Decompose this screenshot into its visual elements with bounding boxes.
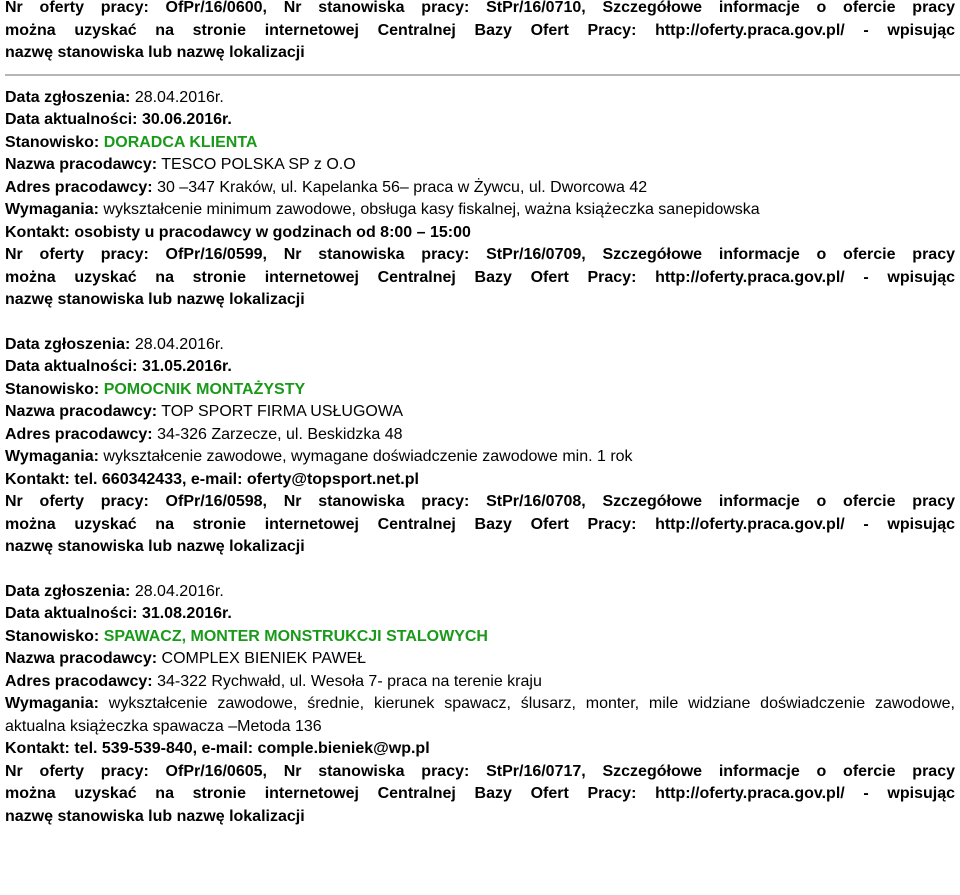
kontakt-value: tel. 539-539-840, e-mail: comple.bieniek@wp.pl [74,740,430,757]
nazwa-pracodawcy-value: TOP SPORT FIRMA USŁUGOWA [161,403,404,420]
adres-pracodawcy-row [5,424,955,447]
offer-header-0599 [5,244,955,312]
offer-header-line: można uzyskać na stronie internetowej Centralnej Bazy Ofert Pracy: http://oferty.praca.gov.pl/ - wpisując [5,515,955,533]
separator [5,69,955,81]
data-zgloszenia-row [5,87,955,110]
label: Data aktualności: [5,358,138,375]
offer-header-0600 [5,0,955,65]
nazwa-pracodawcy-row [5,648,955,671]
data-zgloszenia-value: 28.04.2016r. [134,582,224,600]
label: Kontakt: [5,223,70,241]
wymagania-value: wykształcenie zawodowe, wymagane doświadczenie zawodowe min. 1 rok [103,448,633,465]
offer-details [5,334,955,492]
label: Adres pracodawcy: [5,672,153,690]
label: Data aktualności: [5,111,138,128]
stanowisko-value: SPAWACZ, MONTER MONSTRUKCJI STALOWYCH [103,627,488,645]
label: Adres pracodawcy: [5,178,153,196]
label: Data zgłoszenia: [5,335,131,353]
label: Nazwa pracodawcy: [5,650,158,667]
offer-header-0598 [5,491,955,559]
offer-header-line: można uzyskać na stronie internetowej Centralnej Bazy Ofert Pracy: http://oferty.praca.gov.pl/ - wpisując [5,21,955,39]
kontakt-row [5,222,955,245]
label: Nazwa pracodawcy: [5,403,158,420]
kontakt-row [5,738,955,761]
data-aktualnosci-row [5,603,955,626]
data-zgloszenia-value: 28.04.2016r. [134,88,224,106]
label: Wymagania: [5,695,99,712]
offer-header-line: Nr oferty pracy: OfPr/16/0605, Nr stanowiska pracy: StPr/16/0717, Szczegółowe informacje o ofercie pracy [5,762,955,780]
label: Wymagania: [5,201,99,218]
label: Data zgłoszenia: [5,582,131,600]
kontakt-value: tel. 660342433, e-mail: oferty@topsport.net.pl [74,470,419,488]
adres-pracodawcy-value: 34-322 Rychwałd, ul. Wesoła 7- praca na terenie kraju [157,672,542,690]
data-aktualnosci-row [5,356,955,379]
offer-header-line: nazwę stanowiska lub nazwę lokalizacji [5,538,305,555]
wymagania-row [5,693,955,738]
stanowisko-value: DORADCA KLIENTA [103,133,258,151]
nazwa-pracodawcy-row [5,154,955,177]
offer-header-line: nazwę stanowiska lub nazwę lokalizacji [5,44,305,61]
offer-header-line: Nr oferty pracy: OfPr/16/0599, Nr stanowiska pracy: StPr/16/0709, Szczegółowe informacje o ofercie pracy [5,246,955,263]
wymagania-value: wykształcenie zawodowe, średnie, kierunek spawacz, ślusarz, monter, mile widziane doświadczenie zawodowe, aktualna książeczka spawacza –Metoda 136 [5,695,956,735]
stanowisko-row [5,626,955,649]
data-aktualnosci-row [5,109,955,132]
offer-header-0605 [5,761,955,829]
offer-header-line: można uzyskać na stronie internetowej Centralnej Bazy Ofert Pracy: http://oferty.praca.gov.pl/ - wpisując [5,785,955,802]
kontakt-value: osobisty u pracodawcy w godzinach od 8:00 – 15:00 [74,223,471,241]
adres-pracodawcy-value: 30 –347 Kraków, ul. Kapelanka 56– praca w Żywcu, ul. Dworcowa 42 [157,178,648,196]
kontakt-row [5,469,955,492]
offer-details [5,87,955,245]
data-aktualnosci-value: 31.08.2016r. [141,605,232,622]
nazwa-pracodawcy-value: COMPLEX BIENIEK PAWEŁ [161,650,367,667]
offer-header-line: Nr oferty pracy: OfPr/16/0598, Nr stanowiska pracy: StPr/16/0708, Szczegółowe informacje o ofercie pracy [5,493,955,510]
nazwa-pracodawcy-row [5,401,955,424]
data-aktualnosci-value: 31.05.2016r. [141,358,232,375]
offer-header-line: można uzyskać na stronie internetowej Centralnej Bazy Ofert Pracy: http://oferty.praca.gov.pl/ - wpisując [5,268,955,286]
wymagania-row [5,446,955,469]
nazwa-pracodawcy-value: TESCO POLSKA SP z O.O [161,156,356,173]
label: Data zgłoszenia: [5,88,131,106]
offer-header-line: Nr oferty pracy: OfPr/16/0600, Nr stanowiska pracy: StPr/16/0710, Szczegółowe informacje o ofercie pracy [5,0,955,16]
adres-pracodawcy-value: 34-326 Zarzecze, ul. Beskidzka 48 [157,425,403,443]
label: Wymagania: [5,448,99,465]
label: Stanowisko: [5,133,100,151]
wymagania-row [5,199,955,222]
document-page [5,0,955,828]
label: Stanowisko: [5,627,100,645]
data-zgloszenia-value: 28.04.2016r. [134,335,224,353]
label: Data aktualności: [5,605,138,622]
label: Nazwa pracodawcy: [5,156,158,173]
data-aktualnosci-value: 30.06.2016r. [141,111,232,128]
data-zgloszenia-row [5,334,955,357]
offer-header-line: nazwę stanowiska lub nazwę lokalizacji [5,291,305,308]
offer-header-line: nazwę stanowiska lub nazwę lokalizacji [5,807,305,825]
adres-pracodawcy-row [5,177,955,200]
label: Kontakt: [5,740,70,757]
label: Adres pracodawcy: [5,425,153,443]
data-zgloszenia-row [5,581,955,604]
stanowisko-value: POMOCNIK MONTAŻYSTY [103,380,306,398]
adres-pracodawcy-row [5,671,955,694]
label: Kontakt: [5,470,70,488]
label: Stanowisko: [5,380,100,398]
stanowisko-row [5,379,955,402]
offer-details [5,581,955,761]
stanowisko-row [5,132,955,155]
wymagania-value: wykształcenie minimum zawodowe, obsługa kasy fiskalnej, ważna książeczka sanepidowska [103,201,760,218]
